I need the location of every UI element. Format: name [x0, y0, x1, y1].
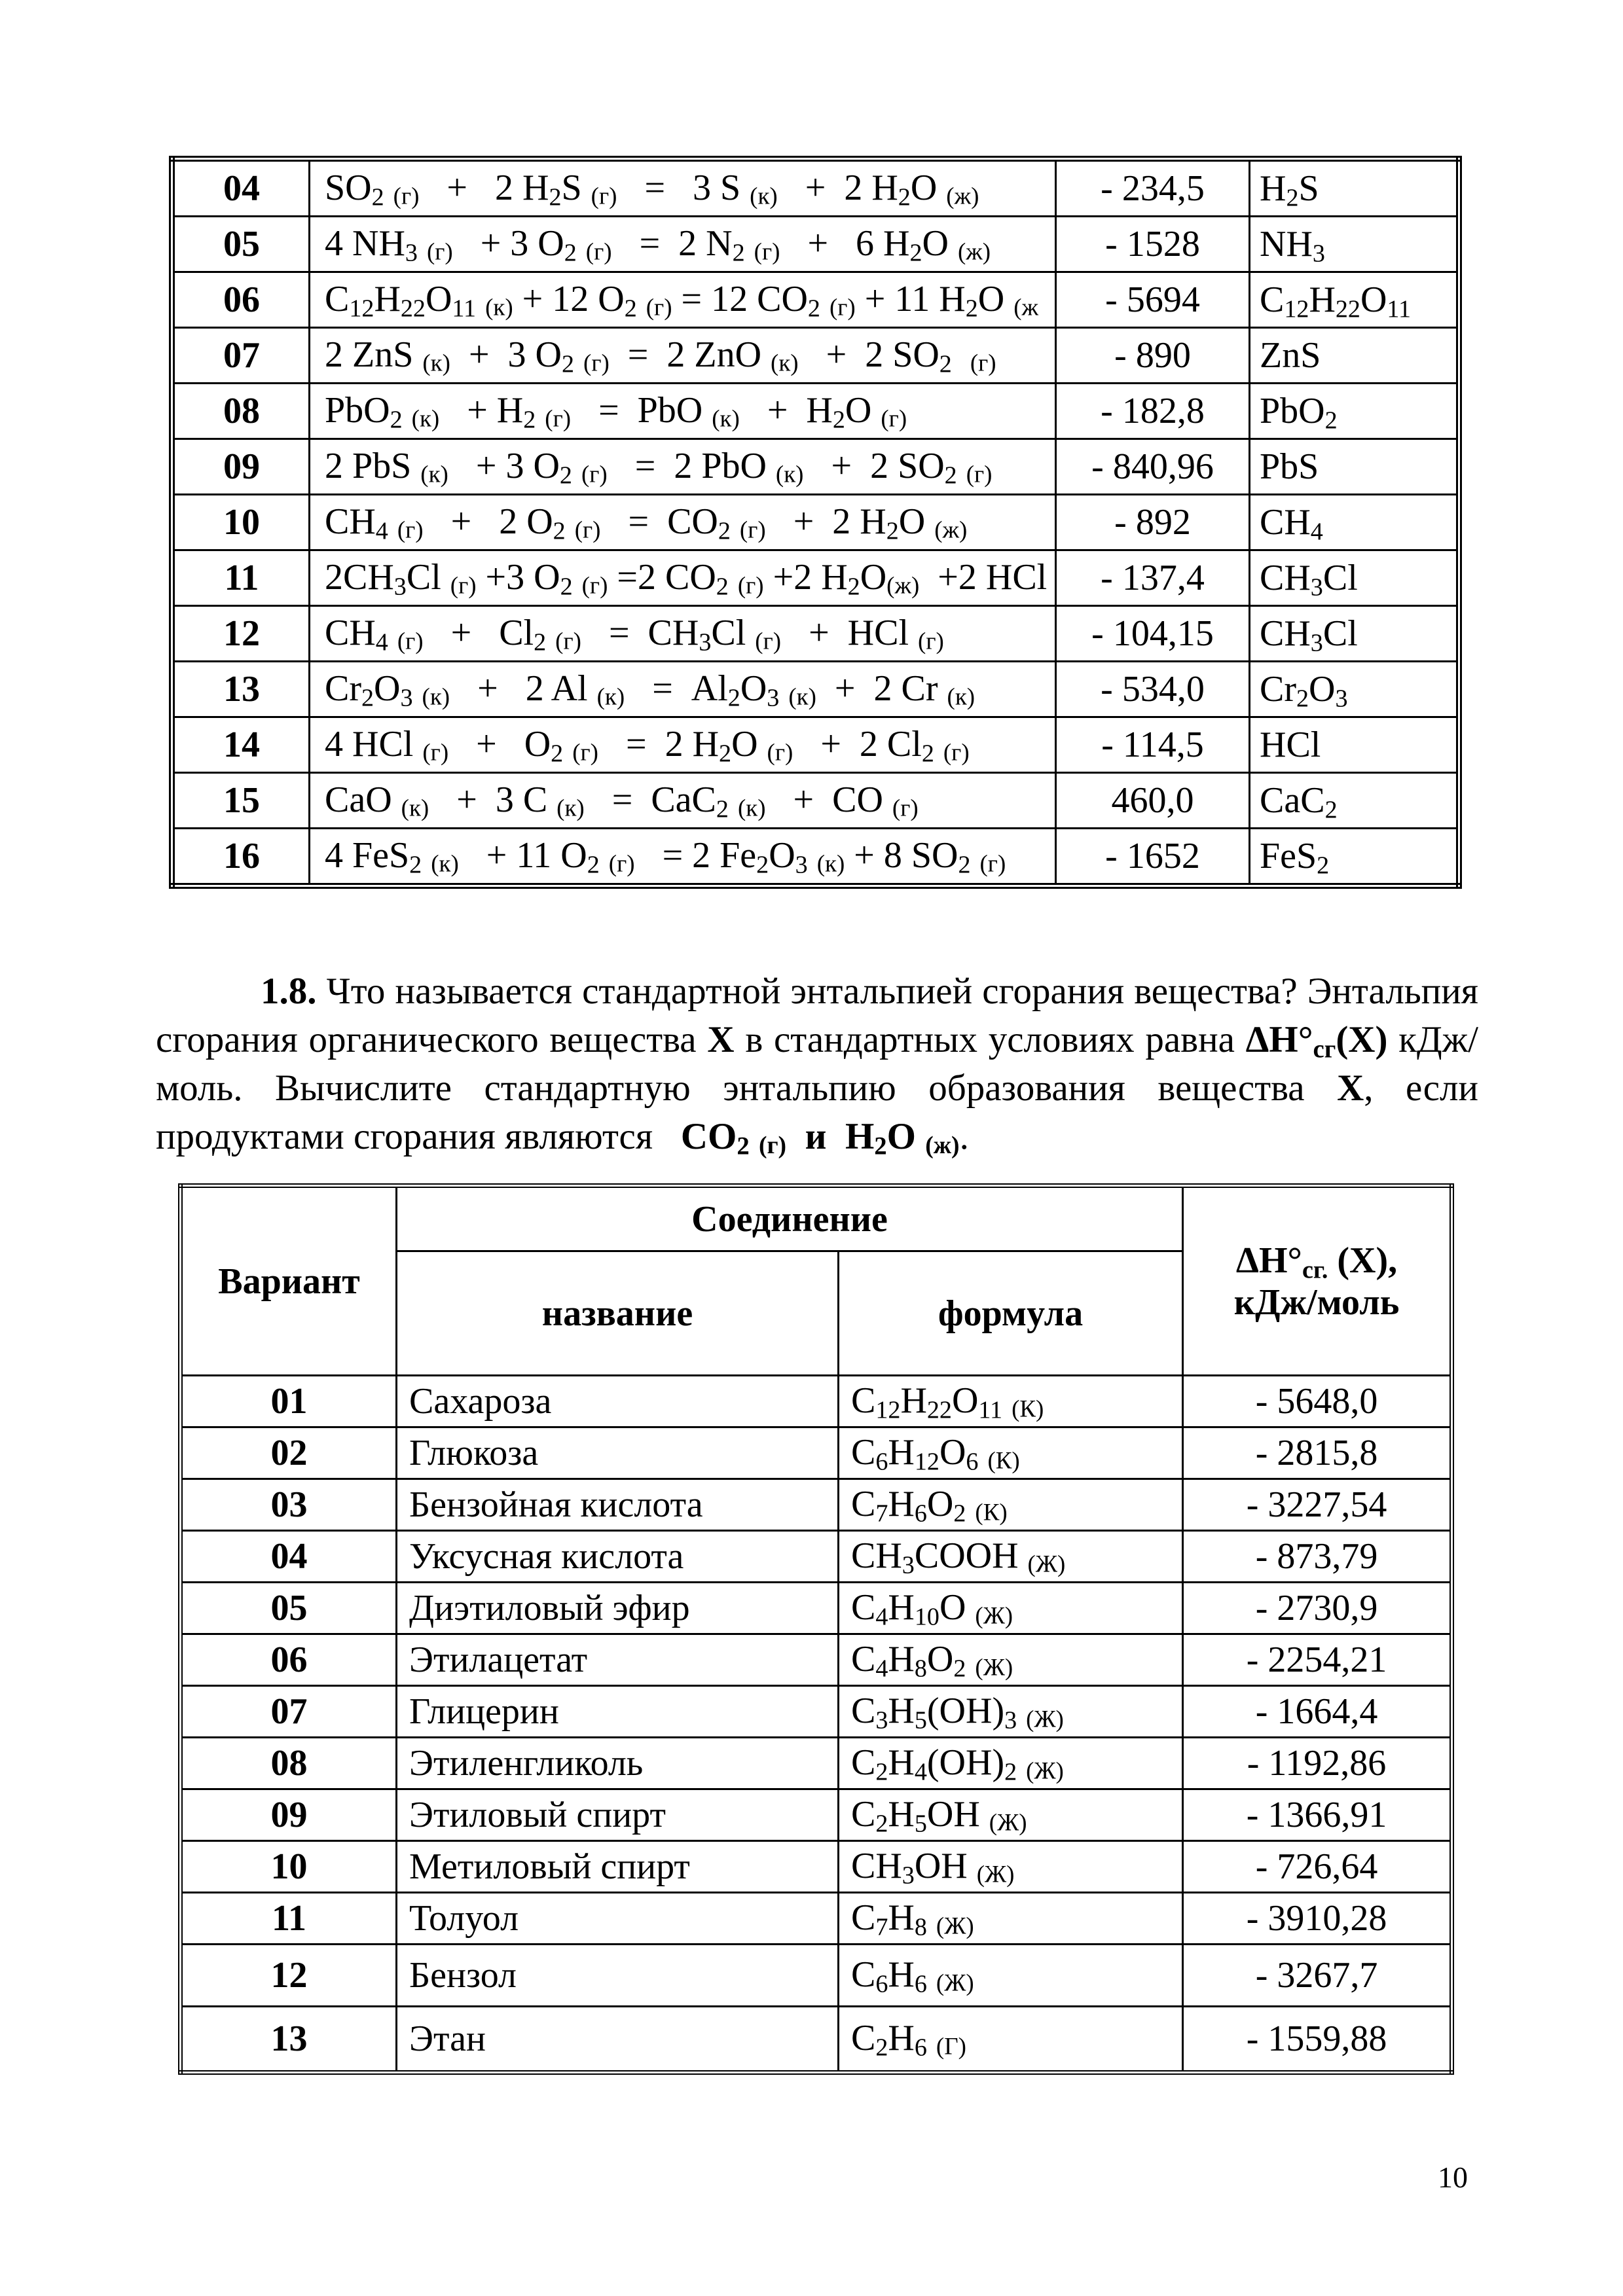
variant-number: 10	[181, 1841, 397, 1893]
header-enthalpy-unit: кДж/моль	[1233, 1282, 1400, 1323]
task-text-1: Что называется стандартной энтальпией сгорания вещества? Энтальпия сгорания органического вещества	[156, 971, 1479, 1060]
variant-number: 13	[181, 2007, 397, 2073]
table-row	[172, 217, 1459, 272]
variant-number: 06	[181, 1634, 397, 1686]
variant-number: 05	[181, 1583, 397, 1634]
substance-formula: $C_{12}H_{22}O_{11}$	[1250, 272, 1459, 328]
compound-formula: $C_2H_6$ (Г)	[839, 2007, 1183, 2073]
table-row	[181, 1841, 1452, 1893]
enthalpy-value: - 234,5	[1056, 159, 1250, 217]
table-row	[181, 1479, 1452, 1531]
substance-formula: HCl	[1250, 717, 1459, 773]
substance-x-2: X	[1337, 1067, 1364, 1109]
compound-formula: $C_3H_5(OH)_3$ (Ж)	[839, 1686, 1183, 1738]
table-row	[181, 1738, 1452, 1789]
enthalpy-value: - 5648,0	[1183, 1376, 1452, 1427]
header-name: название	[397, 1251, 839, 1376]
enthalpy-value: - 104,15	[1056, 606, 1250, 662]
compound-name: Глюкоза	[397, 1427, 839, 1479]
variant-number: 09	[181, 1789, 397, 1841]
variant-number: 08	[181, 1738, 397, 1789]
variant-number: 11	[181, 1893, 397, 1945]
table-row	[172, 829, 1459, 886]
variant-number: 03	[181, 1479, 397, 1531]
enthalpy-value: - 2730,9	[1183, 1583, 1452, 1634]
variant-number: 13	[172, 662, 310, 717]
variant-number: 04	[181, 1531, 397, 1583]
reaction-equation: CaO (к) + 3 C (к) = CaC$_2$ (к) + CO (г)	[310, 773, 1056, 829]
enthalpy-value: - 2815,8	[1183, 1427, 1452, 1479]
header-variant: Вариант	[181, 1186, 397, 1376]
enthalpy-value: - 1559,88	[1183, 2007, 1452, 2073]
enthalpy-value: - 873,79	[1183, 1531, 1452, 1583]
table-row	[181, 1789, 1452, 1841]
substance-formula: PbO$_2$	[1250, 384, 1459, 439]
table-row	[181, 1531, 1452, 1583]
compound-formula: $C_2H_4(OH)_2$ (Ж)	[839, 1738, 1183, 1789]
reaction-equation: 2 ZnS (к) + 3 $O_2$ (г) = 2 ZnO (к) + 2 $SO_2$ (г)	[310, 328, 1056, 384]
reaction-equation: 4 FeS$_2$ (к) + 11 $O_2$ (г) = 2 $Fe_2O_3$ (к) + 8 $SO_2$ (г)	[310, 829, 1056, 886]
variant-number: 09	[172, 439, 310, 495]
compound-name: Бензойная кислота	[397, 1479, 839, 1531]
variant-number: 12	[181, 1945, 397, 2007]
compound-formula: $C_6H_6$ (Ж)	[839, 1945, 1183, 2007]
combustion-table	[178, 1183, 1454, 2075]
compound-formula: $C_2H_5OH$ (Ж)	[839, 1789, 1183, 1841]
table-row	[172, 439, 1459, 495]
table-row	[181, 1686, 1452, 1738]
task-text-2: в стандартных условиях равна	[745, 1019, 1235, 1060]
table-row	[181, 1634, 1452, 1686]
variant-number: 12	[172, 606, 310, 662]
compound-name: Сахароза	[397, 1376, 839, 1427]
product-co2: $CO_2$ (г)	[680, 1116, 787, 1160]
variant-number: 11	[172, 550, 310, 606]
compound-name: Глицерин	[397, 1686, 839, 1738]
substance-formula: $CH_4$	[1250, 495, 1459, 550]
substance-formula: ZnS	[1250, 328, 1459, 384]
substance-formula: $CH_3Cl$	[1250, 550, 1459, 606]
reaction-equation: $C_{12}H_{22}O_{11}$ (к) + 12 $O_2$ (г) = 12 $CO_2$ (г) + 11 $H_2O$ (ж	[310, 272, 1056, 328]
task-paragraph: 1.8. Что называется стандартной энтальпией сгорания вещества? Энтальпия сгорания органического вещества X в стандартных условиях равна $\Delta H^\circ_{сг}(X)$ кДж/моль. Вычислите стандартную энтальпию образования вещества X, если продуктами сгорания являются $CO_2$ (г) и $H_2O$ (ж).	[156, 971, 1479, 1160]
enthalpy-value: - 114,5	[1056, 717, 1250, 773]
task-number: 1.8.	[261, 971, 317, 1012]
substance-formula: FeS$_2$	[1250, 829, 1459, 886]
reactions-table	[169, 156, 1462, 889]
enthalpy-value: - 534,0	[1056, 662, 1250, 717]
reaction-equation: $SO_2$ (г) + 2 $H_2S$ (г) = 3 S (к) + 2 $H_2O$ (ж)	[310, 159, 1056, 217]
enthalpy-value: - 840,96	[1056, 439, 1250, 495]
compound-name: Этилацетат	[397, 1634, 839, 1686]
table-row	[172, 773, 1459, 829]
variant-number: 07	[172, 328, 310, 384]
enthalpy-value: - 1652	[1056, 829, 1250, 886]
reaction-equation: 4 HCl $(г) + O_2$ (г) = 2 $H_2O$ (г) + 2 $Cl_2$ (г)	[310, 717, 1056, 773]
reaction-equation: 2 PbS (к) + 3 $O_2$ (г) = 2 PbO (к) + 2 $SO_2$ (г)	[310, 439, 1056, 495]
table-row	[172, 384, 1459, 439]
variant-number: 06	[172, 272, 310, 328]
enthalpy-value: - 5694	[1056, 272, 1250, 328]
substance-formula: $Cr_2O_3$	[1250, 662, 1459, 717]
page-number: 10	[1438, 2161, 1468, 2194]
enthalpy-value: - 890	[1056, 328, 1250, 384]
compound-formula: $C_{12}H_{22}O_{11}$ (К)	[839, 1376, 1183, 1427]
variant-number: 14	[172, 717, 310, 773]
variant-number: 15	[172, 773, 310, 829]
table-row	[181, 1376, 1452, 1427]
enthalpy-value: 460,0	[1056, 773, 1250, 829]
substance-formula: $CH_3Cl$	[1250, 606, 1459, 662]
enthalpy-value: - 2254,21	[1183, 1634, 1452, 1686]
compound-formula: $C_6H_{12}O_6$ (К)	[839, 1427, 1183, 1479]
reaction-equation: $2CH_3Cl$ (г) +3 $O_2$ (г) =2 $CO_2$ (г) +2 $H_2O(ж) +2$ HCl	[310, 550, 1056, 606]
variant-number: 05	[172, 217, 310, 272]
variant-number: 16	[172, 829, 310, 886]
table-row	[172, 606, 1459, 662]
header-enthalpy: $\Delta H^\circ_{сг.}$ (X), кДж/моль	[1183, 1186, 1452, 1376]
enthalpy-value: - 1528	[1056, 217, 1250, 272]
compound-name: Этан	[397, 2007, 839, 2073]
table-row	[181, 1583, 1452, 1634]
enthalpy-value: - 892	[1056, 495, 1250, 550]
compound-formula: $C_7H_6O_2$ (К)	[839, 1479, 1183, 1531]
table-row	[172, 662, 1459, 717]
enthalpy-value: - 1664,4	[1183, 1686, 1452, 1738]
header-compound: Соединение	[397, 1186, 1183, 1251]
enthalpy-value: - 3267,7	[1183, 1945, 1452, 2007]
variant-number: 08	[172, 384, 310, 439]
compound-name: Этиловый спирт	[397, 1789, 839, 1841]
and-word: и	[805, 1116, 827, 1157]
compound-formula: $C_4H_8O_2$ (Ж)	[839, 1634, 1183, 1686]
task-text-3: кДж/моль. Вычислите стандартную энтальпию образования вещества	[156, 1019, 1479, 1109]
compound-name: Бензол	[397, 1945, 839, 2007]
variant-number: 10	[172, 495, 310, 550]
substance-formula: $NH_3$	[1250, 217, 1459, 272]
enthalpy-value: - 726,64	[1183, 1841, 1452, 1893]
reaction-equation: PbO$_2$ $(к) + H_2$ (г) = PbO $(к) + H_2O$ (г)	[310, 384, 1056, 439]
compound-formula: $C_7H_8$ (Ж)	[839, 1893, 1183, 1945]
compound-name: Диэтиловый эфир	[397, 1583, 839, 1634]
variant-number: 01	[181, 1376, 397, 1427]
compound-formula: $C_4H_{10}O$ (Ж)	[839, 1583, 1183, 1634]
reaction-equation: 4 $NH_3$ (г) + 3 $O_2$ (г) = 2 $N_2$ (г) + 6 $H_2O$ (ж)	[310, 217, 1056, 272]
table-row	[172, 159, 1459, 217]
table-row	[181, 1945, 1452, 2007]
variant-number: 07	[181, 1686, 397, 1738]
table-row	[181, 2007, 1452, 2073]
compound-name: Метиловый спирт	[397, 1841, 839, 1893]
reaction-equation: $CH_4$ $(г) + Cl_2$ $(г) = CH_3Cl$ (г) + HCl (г)	[310, 606, 1056, 662]
table-row	[172, 717, 1459, 773]
enthalpy-value: - 182,8	[1056, 384, 1250, 439]
compound-name: Уксусная кислота	[397, 1531, 839, 1583]
compound-name: Этиленгликоль	[397, 1738, 839, 1789]
enthalpy-value: - 1192,86	[1183, 1738, 1452, 1789]
table-row	[181, 1893, 1452, 1945]
substance-formula: CaC$_2$	[1250, 773, 1459, 829]
reaction-equation: $CH_4$ (г) + 2 $O_2$ $(г) = CO_2$ (г) + 2 $H_2O$ (ж)	[310, 495, 1056, 550]
table-row	[172, 550, 1459, 606]
compound-name: Толуол	[397, 1893, 839, 1945]
enthalpy-value: - 3227,54	[1183, 1479, 1452, 1531]
product-h2o: $H_2O$ (ж)	[845, 1116, 960, 1160]
substance-formula: $H_2S$	[1250, 159, 1459, 217]
reaction-equation: $Cr_2O_3$ (к) + 2 Al $(к) = Al_2O_3$ (к) + 2 Cr (к)	[310, 662, 1056, 717]
table-row	[181, 1427, 1452, 1479]
enthalpy-value: - 1366,91	[1183, 1789, 1452, 1841]
enthalpy-value: - 3910,28	[1183, 1893, 1452, 1945]
header-formula: формула	[839, 1251, 1183, 1376]
table-row	[172, 328, 1459, 384]
substance-formula: PbS	[1250, 439, 1459, 495]
task-text-4: , если продуктами сгорания являются	[156, 1067, 1479, 1157]
combustion-enthalpy-symbol: $\Delta H^\circ_{сг}(X)$	[1245, 1019, 1388, 1064]
table-row	[172, 495, 1459, 550]
enthalpy-value: - 137,4	[1056, 550, 1250, 606]
compound-formula: $CH_3OH$ (Ж)	[839, 1841, 1183, 1893]
table-row	[172, 272, 1459, 328]
variant-number: 02	[181, 1427, 397, 1479]
variant-number: 04	[172, 159, 310, 217]
compound-formula: $CH_3COOH$ (Ж)	[839, 1531, 1183, 1583]
substance-x: X	[707, 1019, 735, 1060]
